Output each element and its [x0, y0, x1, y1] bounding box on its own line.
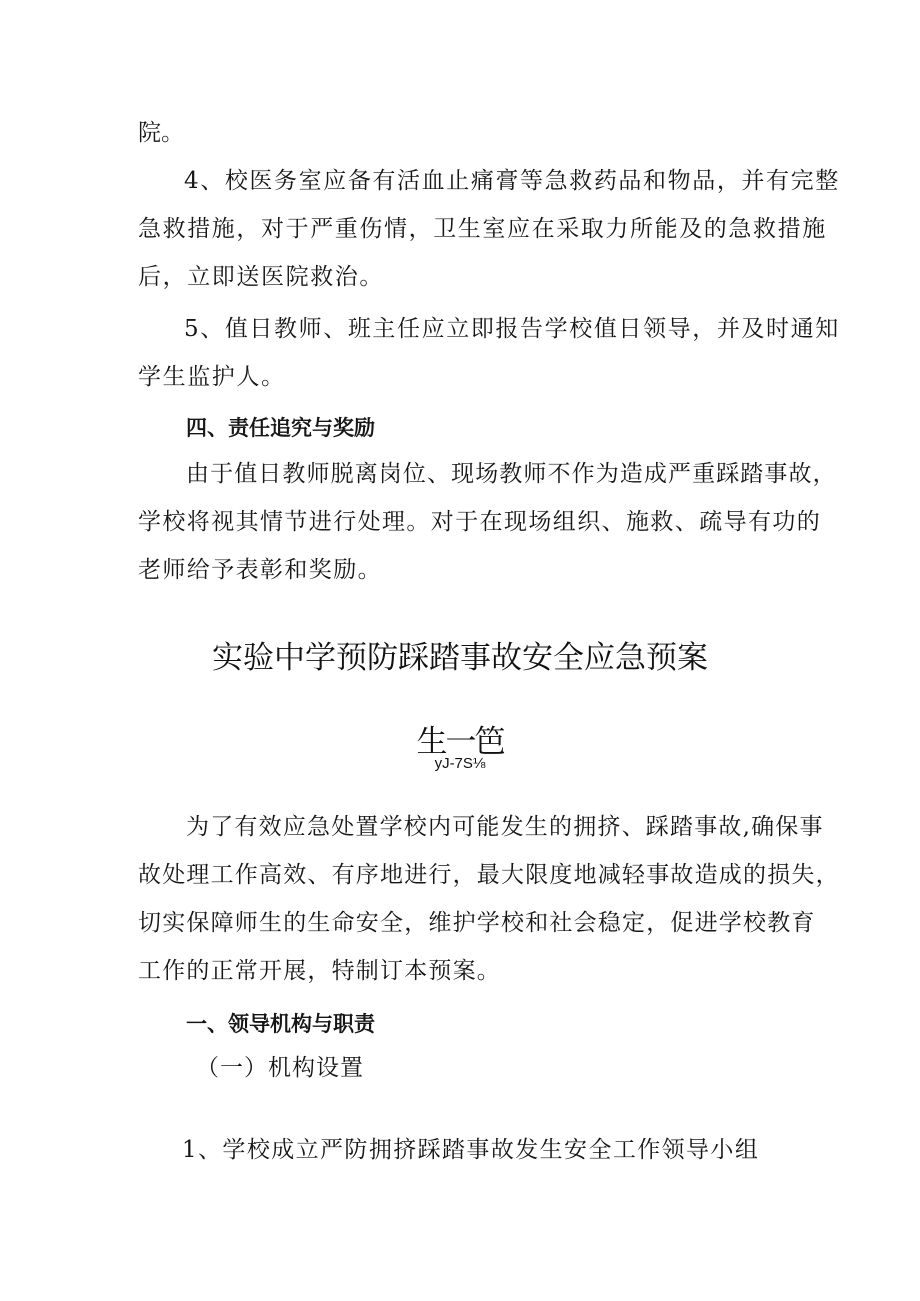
sub-heading: （一）机构设置 [196, 1055, 364, 1081]
paragraph-line: 1、学校成立严防拥挤踩踏事故发生安全工作领导小组 [182, 1137, 760, 1163]
paragraph-line: 4、校医务室应备有活血止痛膏等急救药品和物品，并有完整 [184, 168, 840, 194]
document-title: 实验中学预防踩踏事故安全应急预案 [212, 640, 708, 676]
paragraph-line: 工作的正常开展，特制订本预案。 [138, 958, 501, 984]
paragraph-line: 老师给予表彰和奖励。 [138, 557, 382, 583]
paragraph-line: 学生监护人。 [138, 364, 286, 390]
paragraph-line: 后，立即送医院救治。 [138, 264, 384, 290]
paragraph-line: 院。 [138, 120, 184, 146]
garbled-text: yJ-7S⅛ [434, 755, 486, 772]
paragraph-line: 学校将视其情节进行处理。对于在现场组织、施救、疏导有功的 [138, 509, 822, 535]
paragraph-line: 切实保障师生的生命安全，维护学校和社会稳定，促进学校教育 [138, 910, 816, 936]
document-subtitle: 生一笆 [416, 724, 504, 760]
section-heading: 四、责任追究与奖励 [186, 416, 375, 440]
paragraph-line: 5、值日教师、班主任应立即报告学校值日领导，并及时通知 [184, 316, 840, 342]
paragraph-line: 故处理工作高效、有序地进行，最大限度地减轻事故造成的损失， [138, 862, 840, 888]
section-heading: 一、领导机构与职责 [186, 1012, 375, 1036]
paragraph-line: 为了有效应急处置学校内可能发生的拥挤、踩踏事故,确保事 [186, 814, 824, 840]
paragraph-line: 急救措施，对于严重伤情，卫生室应在采取力所能及的急救措施 [138, 216, 827, 242]
paragraph-line: 由于值日教师脱离岗位、现场教师不作为造成严重踩踏事故， [186, 461, 837, 487]
